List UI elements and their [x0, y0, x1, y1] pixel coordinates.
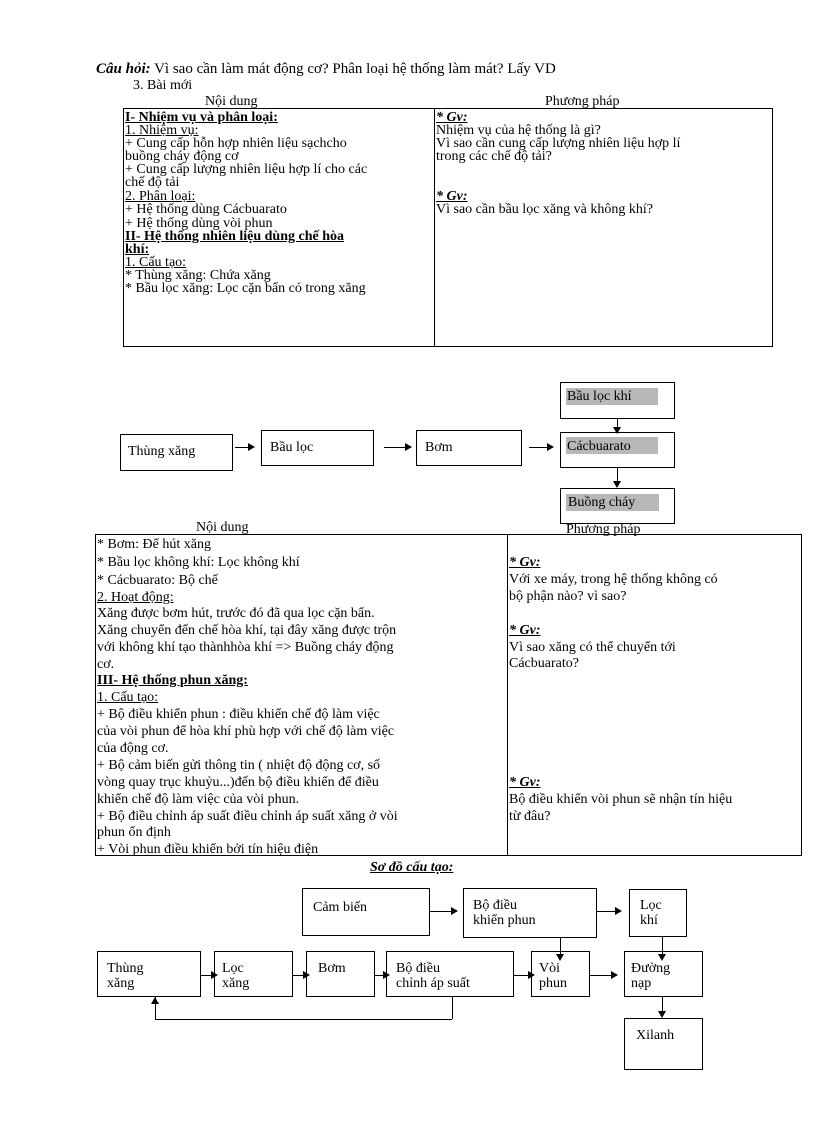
- node-xilanh-label: Xilanh: [636, 1028, 675, 1043]
- table2-left-line: + Bộ điều chỉnh áp suất điều chỉnh áp suất xăng ở vòi: [97, 809, 398, 824]
- table2-divider: [507, 534, 508, 856]
- arrow-right-icon: [615, 907, 622, 915]
- table1-right-line: Nhiệm vụ của hệ thống là gì?: [436, 123, 601, 138]
- diagram2-title: Sơ đồ cấu tạo:: [370, 860, 454, 875]
- node-loc-xang-label-1: Lọc: [222, 961, 244, 976]
- node-thung-label-2: xăng: [107, 976, 135, 991]
- arrow-line: [235, 447, 249, 448]
- arrow-right-icon: [248, 443, 255, 451]
- table2-left-line: + Bộ cảm biến gửi thông tin ( nhiệt độ động cơ, số: [97, 758, 381, 773]
- table1-left-line: + Hệ thống dùng vòi phun: [125, 216, 273, 231]
- node-duong-nap-label-1: Đường: [631, 961, 671, 976]
- node-dieu-chinh-label-2: chỉnh áp suất: [396, 976, 470, 991]
- table1-left-line: * Thùng xăng: Chứa xăng: [125, 268, 271, 283]
- table1-header-method: Phương pháp: [545, 94, 620, 109]
- table1-left-line: + Cung cấp lượng nhiên liệu hợp lí cho các: [125, 162, 368, 177]
- table2-left-line: của vòi phun để hòa khí phù hợp với chế độ làm việc: [97, 724, 395, 739]
- node-loc-xang-label-2: xăng: [222, 976, 250, 991]
- table1-left-line: 1. Nhiệm vụ:: [125, 123, 199, 138]
- table2-right-line: bộ phận nào? vì sao?: [509, 589, 627, 604]
- table1-left-line: + Hệ thống dùng Cácbuarato: [125, 202, 287, 217]
- arrow-down-icon: [658, 1011, 666, 1018]
- table1-left-line: chế độ tải: [125, 175, 180, 190]
- question-label: Câu hỏi:: [96, 61, 151, 77]
- node-bom-label: Bơm: [318, 961, 346, 976]
- node-buong-chay-label: Buồng cháy: [568, 495, 636, 510]
- question-text: Vì sao cần làm mát động cơ? Phân loại hệ thống làm mát? Lấy VD: [150, 61, 556, 77]
- table2-left-line: khiển chế độ làm việc của vòi phun.: [97, 792, 300, 807]
- table1-right-line: trong các chế độ tải?: [436, 149, 552, 164]
- node-xilanh: [624, 1018, 703, 1070]
- node-voi-phun-label-2: phun: [539, 976, 567, 991]
- arrow-up-icon: [151, 997, 159, 1004]
- table1-right-line: * Gv:: [436, 110, 468, 125]
- table1-left-line: khí:: [125, 242, 150, 257]
- arrow-line: [430, 911, 452, 912]
- table1-left-line: 2. Phân loại:: [125, 189, 196, 204]
- node-cam-bien-label: Cảm biến: [313, 900, 368, 915]
- table2-right-line: Bộ điều khiển vòi phun sẽ nhận tín hiệu: [509, 792, 733, 807]
- node-loc-khi-label-1: Lọc: [640, 898, 662, 913]
- node-bo-dieu-khien-label-1: Bộ điều: [473, 898, 517, 913]
- node-duong-nap-label-2: nạp: [631, 976, 652, 991]
- node-thung-xang-label: Thùng xăng: [128, 444, 196, 459]
- table1-header-content: Nội dung: [205, 94, 258, 109]
- node-loc-khi: [629, 889, 687, 937]
- question-line: [96, 62, 556, 77]
- table2-left-line: 1. Cấu tạo:: [97, 690, 159, 705]
- table1-divider: [434, 108, 435, 347]
- arrow-line: [529, 447, 548, 448]
- node-loc-khi-label-2: khí: [640, 913, 658, 928]
- table2-right-line: * Gv:: [509, 775, 541, 790]
- table2-left-line: + Vòi phun điều khiển bởi tín hiệu điện: [97, 842, 319, 857]
- table2-right-line: * Gv:: [509, 555, 541, 570]
- arrow-right-icon: [405, 443, 412, 451]
- table1-left-line: 1. Cấu tạo:: [125, 255, 187, 270]
- arrow-line: [590, 975, 612, 976]
- table1-left-line: buồng cháy động cơ: [125, 149, 239, 164]
- table2-right-line: từ đâu?: [509, 809, 551, 824]
- node-cacbuarato-label: Cácbuarato: [567, 439, 631, 454]
- node-bau-loc-label: Bầu lọc: [270, 440, 314, 455]
- table2-left-line: 2. Hoạt động:: [97, 590, 174, 605]
- arrow-down-icon: [613, 481, 621, 488]
- table2-right-line: Với xe máy, trong hệ thống không có: [509, 572, 718, 587]
- node-voi-phun-label-1: Vòi: [539, 961, 560, 976]
- table1-left-line: I- Nhiệm vụ và phân loại:: [125, 110, 278, 125]
- node-dieu-chinh-label-1: Bộ điều: [396, 961, 440, 976]
- table1-left-line: + Cung cấp hỗn hợp nhiên liệu sạchcho: [125, 136, 347, 151]
- table2-left-line: III- Hệ thống phun xăng:: [97, 673, 248, 688]
- arrow-right-icon: [611, 971, 618, 979]
- table2-left-line: Xăng chuyển đến chế hòa khí, tại đây xăng được trộn: [97, 623, 397, 638]
- arrow-right-icon: [451, 907, 458, 915]
- table1-right-line: * Gv:: [436, 189, 468, 204]
- table2-header-content: Nội dung: [196, 520, 249, 535]
- table2-left-line: của động cơ.: [97, 741, 169, 756]
- table2-left-line: * Cácbuarato: Bộ chế: [97, 573, 218, 588]
- arrow-right-icon: [547, 443, 554, 451]
- table2-right-line: * Gv:: [509, 623, 541, 638]
- table2-right-line: Vì sao xăng có thể chuyển tới: [509, 640, 676, 655]
- arrow-line: [384, 447, 406, 448]
- arrow-line: [597, 911, 616, 912]
- node-thung-label-1: Thùng: [107, 961, 144, 976]
- table2-left-line: phun ổn định: [97, 825, 171, 840]
- table2-right-line: Cácbuarato?: [509, 656, 579, 671]
- section-title: 3. Bài mới: [133, 78, 193, 93]
- table2-left-line: với không khí tạo thànhhòa khí => Buồng cháy động: [97, 640, 394, 655]
- return-line: [452, 997, 453, 1019]
- table2-left-line: Xăng được bơm hút, trước đó đã qua lọc cặn bẩn.: [97, 606, 375, 621]
- node-bo-dieu-khien-label-2: khiển phun: [473, 913, 536, 928]
- table1-right-line: Vì sao cần bầu lọc xăng và không khí?: [436, 202, 653, 217]
- table2-left-line: + Bộ điều khiển phun : điều khiển chế độ làm việc: [97, 707, 380, 722]
- node-bau-loc-khi-label: Bầu lọc khí: [567, 389, 632, 404]
- table1-left-line: * Bầu lọc xăng: Lọc cặn bẩn có trong xăng: [125, 281, 366, 296]
- table2-left-line: cơ.: [97, 657, 115, 672]
- node-bom-label: Bơm: [425, 440, 453, 455]
- table2-left-line: * Bầu lọc không khí: Lọc không khí: [97, 555, 300, 570]
- return-line: [155, 1019, 452, 1020]
- table1-right-line: Vì sao cần cung cấp lượng nhiên liệu hợp lí: [436, 136, 681, 151]
- table2-header-method: Phương pháp: [566, 522, 641, 537]
- table1-left-line: II- Hệ thống nhiên liệu dùng chế hòa: [125, 229, 344, 244]
- table2-left-line: vòng quay trục khuỷu...)đến bộ điều khiển để điều: [97, 775, 379, 790]
- table2-left-line: * Bơm: Để hút xăng: [97, 537, 211, 552]
